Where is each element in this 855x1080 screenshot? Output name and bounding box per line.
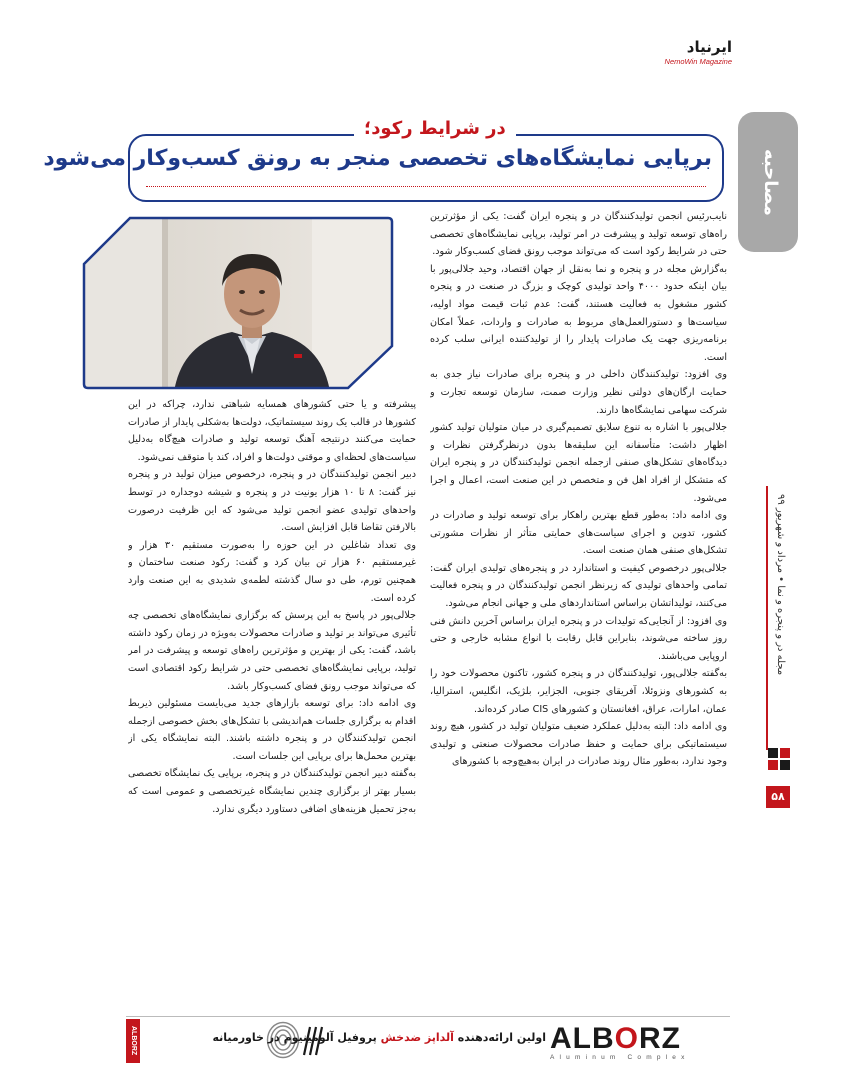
issue-info: مجله در و پنجره و نما • مرداد و شهریور ۹۹: [775, 494, 786, 676]
interviewee-photo: [82, 214, 394, 392]
paragraph: نایب‌رئیس انجمن تولیدکنندگان در و پنجره ایران گفت: یکی از مؤثرترین راه‌های توسعه تولید و پیشرفت در امر تولید، برپایی نمایشگاه‌های تخصصی حتی در شرایط رکود است که می‌تواند موجب رونق فضای کسب‌وکار شود.: [430, 211, 727, 258]
paragraph: وی افزود: تولیدکنندگان داخلی در و پنجره برای صادرات نیاز جدی به حمایت ارگان‌های دولتی نظیر وزارت صمت، سازمان توسعه تجارت و شرکت سهامی نمایشگاه‌ها دارند.: [430, 369, 727, 416]
paragraph: دبیر انجمن تولیدکنندگان در و پنجره، درخصوص میزان تولید در و پنجره نیز گفت: ۸ تا ۱۰ هزار یونیت در و پنجره و شیشه دوجداره در توسط واحدهای تولیدی عضو انجمن تولید می‌شود که این ظرفیت درصورت بالارفتن تقاضا قابل افزایش است.: [128, 469, 416, 534]
paragraph: وی ادامه داد: برای توسعه بازارهای جدید می‌بایست مسئولین ذیربط اقدام به برگزاری جلسات هم‌اندیشی با تشکل‌های بخش خصوصی ازجمله انجمن تولیدکنندگان در و پنجره داشته باشند. البته نمایشگاه یکی از بهترین محمل‌ها برای برپایی این جلسات است.: [128, 698, 416, 762]
ad-tagline-start: اولین ارائه‌دهنده: [457, 1031, 546, 1044]
paragraph: جلالی‌پور با اشاره به تنوع سلایق تصمیم‌گیری در میان متولیان تولید کشور اظهار داشت: متأسفانه این سلیقه‌ها بدون درنظرگرفتن نظرات و دیدگاه‌های تشکل‌های صنفی ازجمله انجمن تولیدکنندگان در و پنجره ایران که متشکل از افراد اهل فن و متخصص در این صنعت است، اعمال و اجرا می‌شود.: [430, 422, 727, 504]
article-kicker: در شرایط رکود؛: [354, 118, 516, 139]
paragraph: به‌گفته جلالی‌پور، تولیدکنندگان در و پنجره کشور، تاکنون محصولات خود را به کشورهای ونزوئلا، آفریقای جنوبی، الجزایر، بلژیک، انگلیس، استرالیا، عمان، امارات، عراق، افغانستان و کشورهای CIS صادر کرده‌اند.: [430, 668, 727, 715]
magazine-logo-subtitle: NemoWin Magazine: [664, 57, 732, 66]
paragraph: پیشرفته و یا حتی کشورهای همسایه شباهتی ندارد، چراکه در این کشورها در قالب یک روند سیستماتیک، دولت‌ها به‌شکلی پایدار از صادرات حمایت می‌کنند درنتیجه آهنگ توسعه تولید و صادرات هیچ‌گاه به‌دلیل سیاست‌های لحظه‌ای و موقتی دولت‌ها و افراد، کند یا متوقف نمی‌شود.: [128, 399, 416, 463]
logo-prefix: ALB: [550, 1022, 615, 1055]
margin-red-rule: [766, 486, 768, 750]
photo-portrait-image: [82, 214, 394, 392]
article-headline: برپایی نمایشگاه‌های تخصصی منجر به رونق کسب‌وکار می‌شود: [43, 146, 712, 171]
logo-o: O: [614, 1022, 639, 1055]
paragraph: وی ادامه داد: البته به‌دلیل عملکرد ضعیف متولیان تولید در کشور، هیچ روند سیستماتیکی برای حمایت و حفظ صادرات محصولات صنعتی و تولیدی وجود ندارد، به‌طور مثال روند صادرات در ایران به‌هیچ‌وجه با کشورهای: [430, 721, 727, 768]
article-column-left: [128, 396, 416, 996]
ad-tagline: [212, 1031, 546, 1044]
alborz-logo-word: [550, 1022, 728, 1055]
paragraph: وی تعداد شاغلین در این حوزه را به‌صورت مستقیم ۳۰ هزار و غیرمستقیم ۶۰ هزار تن بیان کرد و گفت: رکود صنعت ساختمان و همچنین تورم، طی دو سال گذشته لطمه‌ی شدیدی به این صنعت وارد کرده است.: [128, 539, 416, 604]
ad-tagline-end: پروفیل آلومینیوم در خاورمیانه: [212, 1031, 377, 1044]
magazine-brand-icon: [764, 744, 794, 774]
article-column-right: [430, 208, 727, 996]
section-tab: [738, 112, 798, 252]
ad-tagline-highlight: آلداپز ضدخش: [380, 1031, 454, 1044]
alborz-logo: [550, 1022, 728, 1061]
headline-dotted-rule: [146, 186, 706, 187]
paragraph: جلالی‌پور درخصوص کیفیت و استاندارد در و پنجره‌های تولیدی ایران گفت: تمامی واحدهای تولیدی که زیرنظر انجمن تولیدکنندگان در و پنجره فعالیت می‌کنند، تولیداتشان براساس استانداردهای ملی و جهانی انجام می‌شود.: [430, 562, 727, 610]
paragraph: وی ادامه داد: به‌طور قطع بهترین راهکار برای توسعه تولید و صادرات در کشور، تدوین و اجرای سیاست‌های حمایتی متأثر از نظرات مشورتی تشکل‌های صنفی همان صنعت است.: [430, 510, 727, 557]
alborz-logo-subtitle: Aluminum Complex: [550, 1054, 690, 1061]
paragraph: وی افزود: از آنجایی‌که تولیدات در و پنجره ایران براساس آخرین دانش فنی روز ساخته می‌شوند، بنابراین قابل رقابت با انواع مشابه خارجی و حتی اروپایی می‌باشند.: [430, 615, 727, 662]
paragraph: جلالی‌پور در پاسخ به این پرسش که برگزاری نمایشگاه‌های تخصصی چه تأثیری می‌تواند بر تولید و صادرات محصولات به‌ویژه در زمان رکود داشته باشد، گفت: یکی از بهترین و مؤثرترین راه‌های توسعه و پیشرفت در امر تولید، برپایی نمایشگاه‌های تخصصی حتی در شرایط رکود اقتصادی است که می‌تواند موجب رونق فضای کسب‌وکار باشد.: [128, 610, 416, 692]
magazine-logo-title: ایرنیاد: [686, 38, 732, 56]
paragraph: به‌گزارش مجله در و پنجره و نما به‌نقل از جهان اقتصاد، وحید جلالی‌پور با بیان اینکه حدود ۴۰۰۰ واحد تولیدی کوچک و بزرگ در صنعت در و پنجره کشور مشغول به فعالیت هستند، گفت: عدم ثبات قیمت مواد اولیه، سیاست‌ها و دستورالعمل‌های مربوط به صادرات و واردات، عملاً امکان برنامه‌ریزی جهت یک صادرات پایدار را از تولیدکننده ایرانی سلب کرده است.: [430, 263, 727, 363]
magazine-logo: [640, 38, 732, 78]
advertisement-banner: [126, 1016, 730, 1064]
paragraph: به‌گفته دبیر انجمن تولیدکنندگان در و پنجره، برپایی یک نمایشگاه تخصصی بسیار بهتر از برگزاری چندین نمایشگاه غیرتخصصی و عمومی است که به‌جز تحمیل هزینه‌های اضافی دستاورد دیگری ندارد.: [128, 768, 416, 815]
logo-suffix: RZ: [639, 1022, 681, 1055]
section-tab-label: مصاحبه: [760, 148, 781, 216]
ad-vertical-badge: ALBORZ: [126, 1019, 140, 1063]
page-number: ۵۸: [766, 786, 790, 808]
